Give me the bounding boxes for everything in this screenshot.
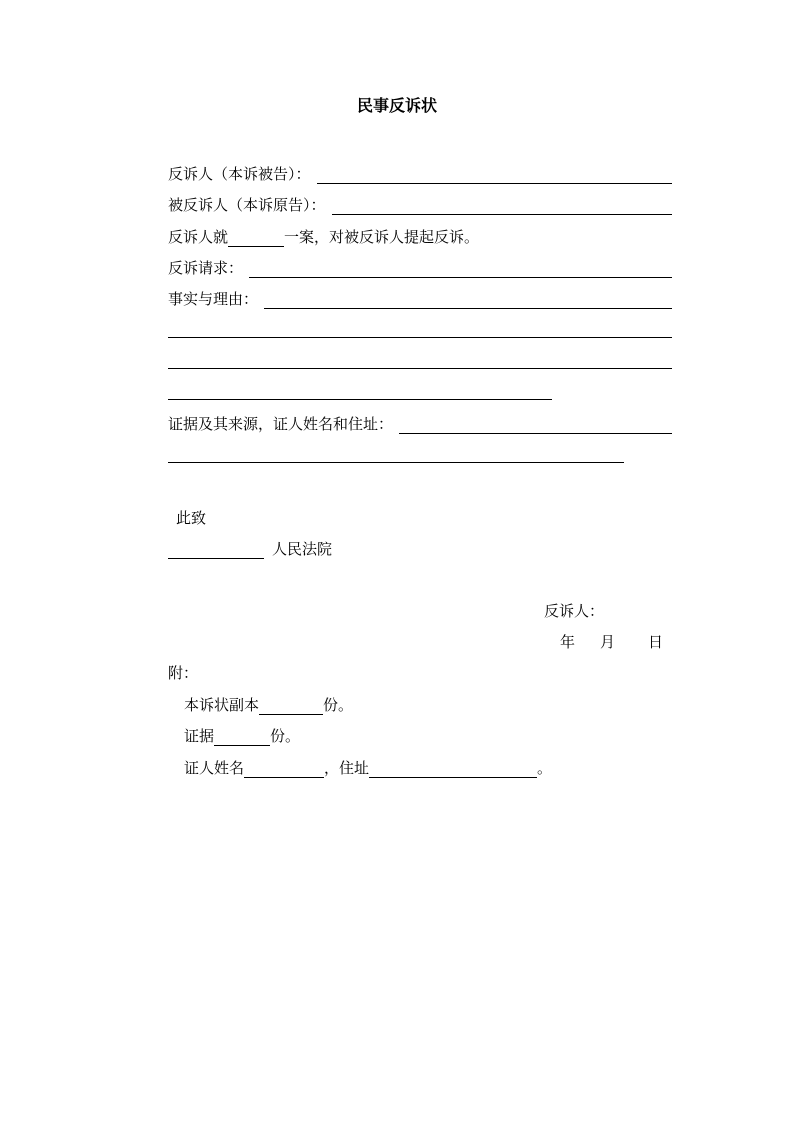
evidence-row [168, 414, 672, 434]
copies-count-blank[interactable] [259, 697, 323, 715]
facts-label: 事实与理由： [168, 290, 259, 308]
counter-plaintiff-label: 反诉人（本诉被告）： [168, 165, 311, 183]
court-row [168, 539, 332, 559]
evidence-blank[interactable] [399, 416, 672, 434]
counter-defendant-row [168, 195, 672, 215]
counter-plaintiff-row [168, 164, 672, 184]
salutation-text: 此致 [176, 509, 207, 527]
evidence-prefix: 证据 [184, 727, 215, 745]
date-month: 月 [600, 633, 616, 651]
evidence-count-blank[interactable] [214, 728, 270, 746]
case-name-blank[interactable] [228, 229, 284, 247]
case-suffix: 一案，对被反诉人提起反诉。 [284, 228, 480, 246]
date-year: 年 [560, 633, 576, 651]
copies-prefix: 本诉状副本 [184, 696, 260, 714]
claims-blank[interactable] [249, 260, 672, 278]
date-day: 日 [648, 633, 664, 651]
case-prefix: 反诉人就 [168, 228, 229, 246]
copies-suffix: 份。 [323, 696, 354, 714]
date-row [560, 632, 663, 652]
counter-defendant-label: 被反诉人（本诉原告）： [168, 196, 326, 214]
witness-mid: ，住址 [324, 759, 370, 777]
attachment-evidence-row [184, 726, 300, 746]
signature-row [544, 601, 604, 621]
witness-prefix: 证人姓名 [184, 759, 245, 777]
witness-name-blank[interactable] [244, 760, 324, 778]
salutation [176, 508, 206, 528]
facts-row [168, 289, 672, 309]
witness-suffix: 。 [537, 759, 553, 777]
evidence-suffix: 份。 [270, 727, 301, 745]
claims-row [168, 258, 672, 278]
counter-plaintiff-blank[interactable] [317, 166, 672, 184]
attachments-heading [168, 663, 198, 683]
attachment-copies-row [184, 695, 353, 715]
signature-label: 反诉人： [544, 602, 605, 620]
facts-blank[interactable] [264, 291, 672, 309]
counter-defendant-blank[interactable] [332, 197, 672, 215]
facts-line-4[interactable] [168, 399, 552, 400]
facts-line-2[interactable] [168, 337, 672, 338]
attachments-heading-text: 附： [168, 664, 199, 682]
claims-label: 反诉请求： [168, 259, 244, 277]
witness-address-blank[interactable] [369, 760, 537, 778]
court-suffix: 人民法院 [272, 540, 333, 558]
case-row [168, 227, 479, 247]
document-title: 民事反诉状 [356, 96, 437, 115]
court-name-blank[interactable] [168, 541, 264, 559]
facts-line-3[interactable] [168, 368, 672, 369]
attachment-witness-row [184, 758, 552, 778]
evidence-line-2[interactable] [168, 462, 624, 463]
evidence-label: 证据及其来源，证人姓名和住址： [168, 415, 394, 433]
